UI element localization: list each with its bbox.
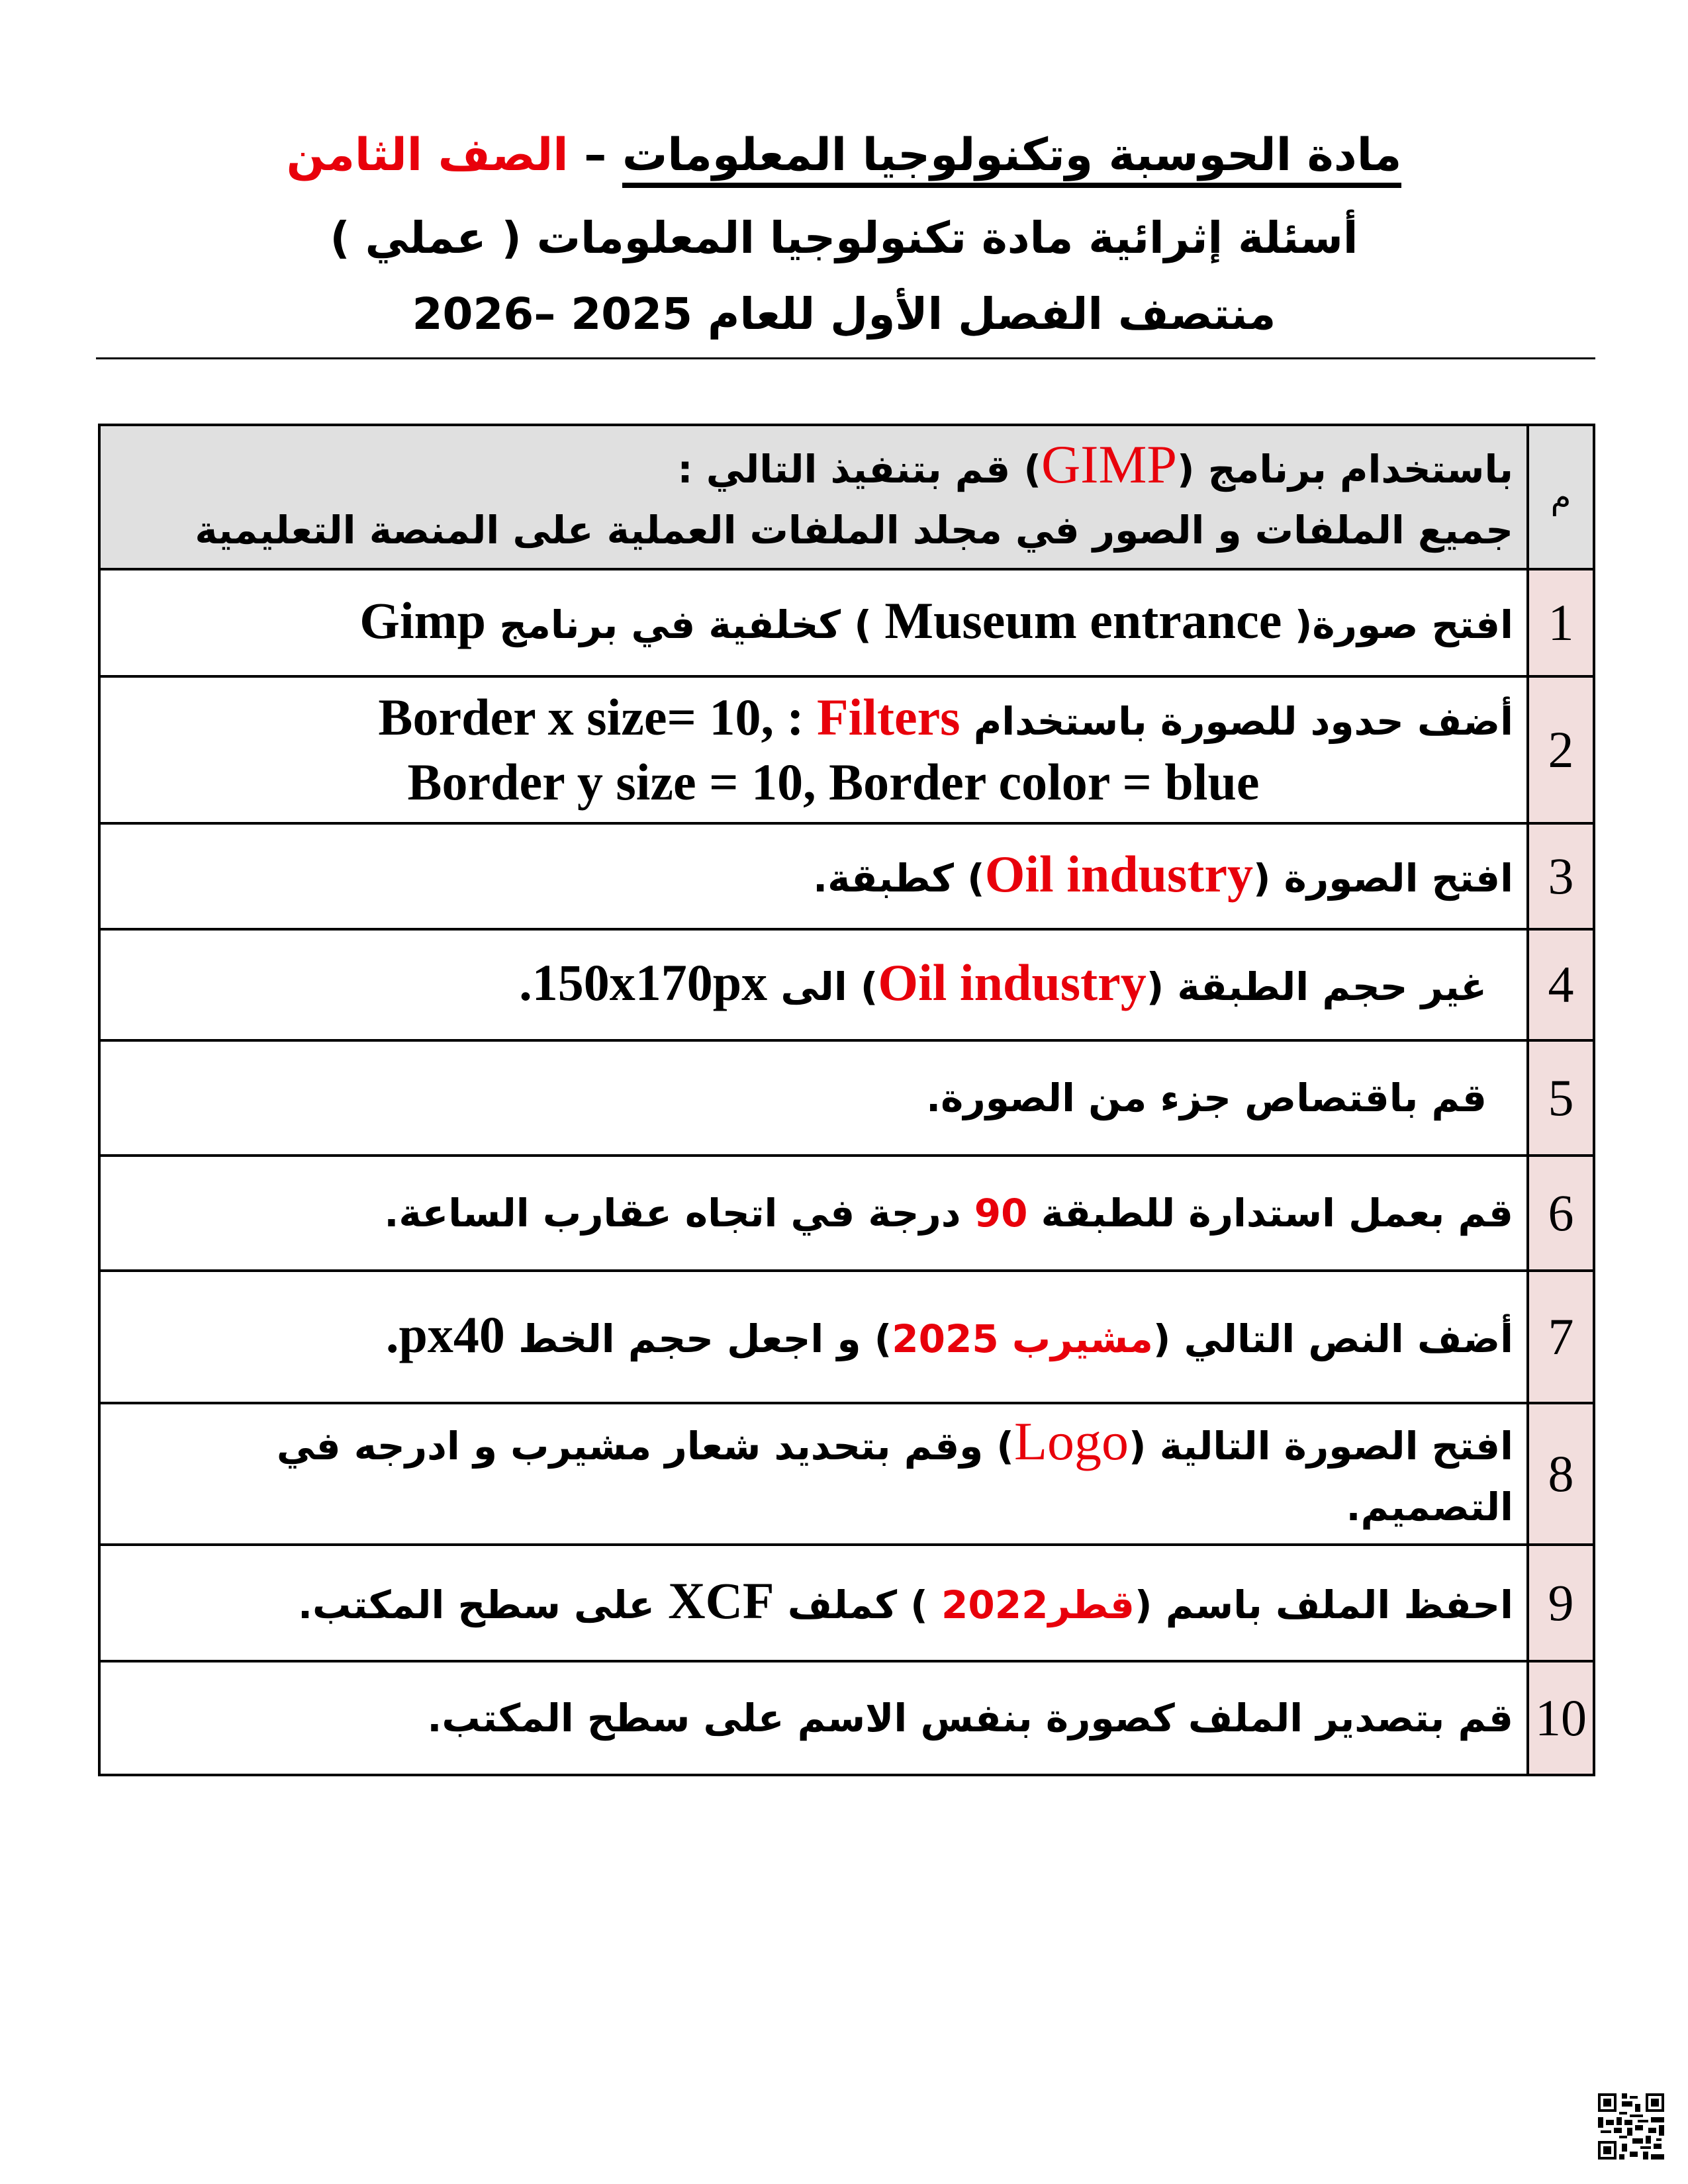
title-dash: – xyxy=(568,129,622,181)
questions-table xyxy=(98,424,1595,1776)
row-number: 2 xyxy=(1528,676,1594,823)
row-text: احفظ الملف باسم (قطر2022 ) كملف XCF على سطح المكتب. xyxy=(99,1545,1528,1661)
table-row xyxy=(99,676,1594,823)
table-row xyxy=(99,1156,1594,1271)
table-row xyxy=(99,1403,1594,1545)
row-text: قم بعمل استدارة للطبقة 90 درجة في اتجاه عقارب الساعة. xyxy=(99,1156,1528,1271)
row-text: غير حجم الطبقة (Oil industry) الى 150x170px. xyxy=(99,929,1528,1040)
grade-label: الصف الثامن xyxy=(286,129,569,181)
row-number: 7 xyxy=(1528,1271,1594,1403)
row-number: 8 xyxy=(1528,1403,1594,1545)
row-text: أضف النص التالي (مشيرب 2025) و اجعل حجم الخط px40. xyxy=(99,1271,1528,1403)
row-text: افتح صورة( Museum entrance ) كخلفية في برنامج Gimp xyxy=(99,569,1528,676)
row-text: افتح الصورة (Oil industry) كطبقة. xyxy=(99,823,1528,929)
app-name: GIMP xyxy=(1041,433,1178,494)
page-title xyxy=(0,126,1688,185)
row-number: 3 xyxy=(1528,823,1594,929)
instructions-subline: جميع الملفات و الصور في مجلد الملفات العملية على المنصة التعليمية xyxy=(195,507,1513,553)
table-row xyxy=(99,1661,1594,1775)
row-number: 6 xyxy=(1528,1156,1594,1271)
row-text: افتح الصورة التالية (Logo) وقم بتحديد شعار مشيرب و ادرجه في التصميم. xyxy=(99,1403,1528,1545)
row-number: 5 xyxy=(1528,1040,1594,1156)
row-number: 10 xyxy=(1528,1661,1594,1775)
page-subtitle: أسئلة إثرائية مادة تكنولوجيا المعلومات ( عملي ) xyxy=(330,212,1358,263)
table-row xyxy=(99,569,1594,676)
row-number: 4 xyxy=(1528,929,1594,1040)
table-row xyxy=(99,1271,1594,1403)
row-text: أضف حدود للصورة باستخدام Filters : Border x size= 10, Border y size = 10, Border color = blue xyxy=(99,676,1528,823)
table-row xyxy=(99,929,1594,1040)
rotation-degrees: 90 xyxy=(974,1191,1028,1236)
row-text: قم بتصدير الملف كصورة بنفس الاسم على سطح المكتب. xyxy=(99,1661,1528,1775)
table-row xyxy=(99,1040,1594,1156)
number-column-header: م xyxy=(1528,425,1594,569)
row-number: 1 xyxy=(1528,569,1594,676)
instructions-header: باستخدام برنامج (GIMP) قم بتنفيذ التالي : جميع الملفات و الصور في مجلد الملفات العملية على المنصة التعليمية xyxy=(99,425,1528,569)
qr-code-icon xyxy=(1598,2093,1664,2160)
subject-title: مادة الحوسبة وتكنولوجيا المعلومات xyxy=(622,129,1401,188)
table-row xyxy=(99,823,1594,929)
header-divider xyxy=(96,357,1595,359)
table-header-row xyxy=(99,425,1594,569)
row-text: قم باقتصاص جزء من الصورة. xyxy=(99,1040,1528,1156)
term-label: منتصف الفصل الأول للعام 2025 –2026 xyxy=(412,289,1276,340)
table-row xyxy=(99,1545,1594,1661)
row-number: 9 xyxy=(1528,1545,1594,1661)
